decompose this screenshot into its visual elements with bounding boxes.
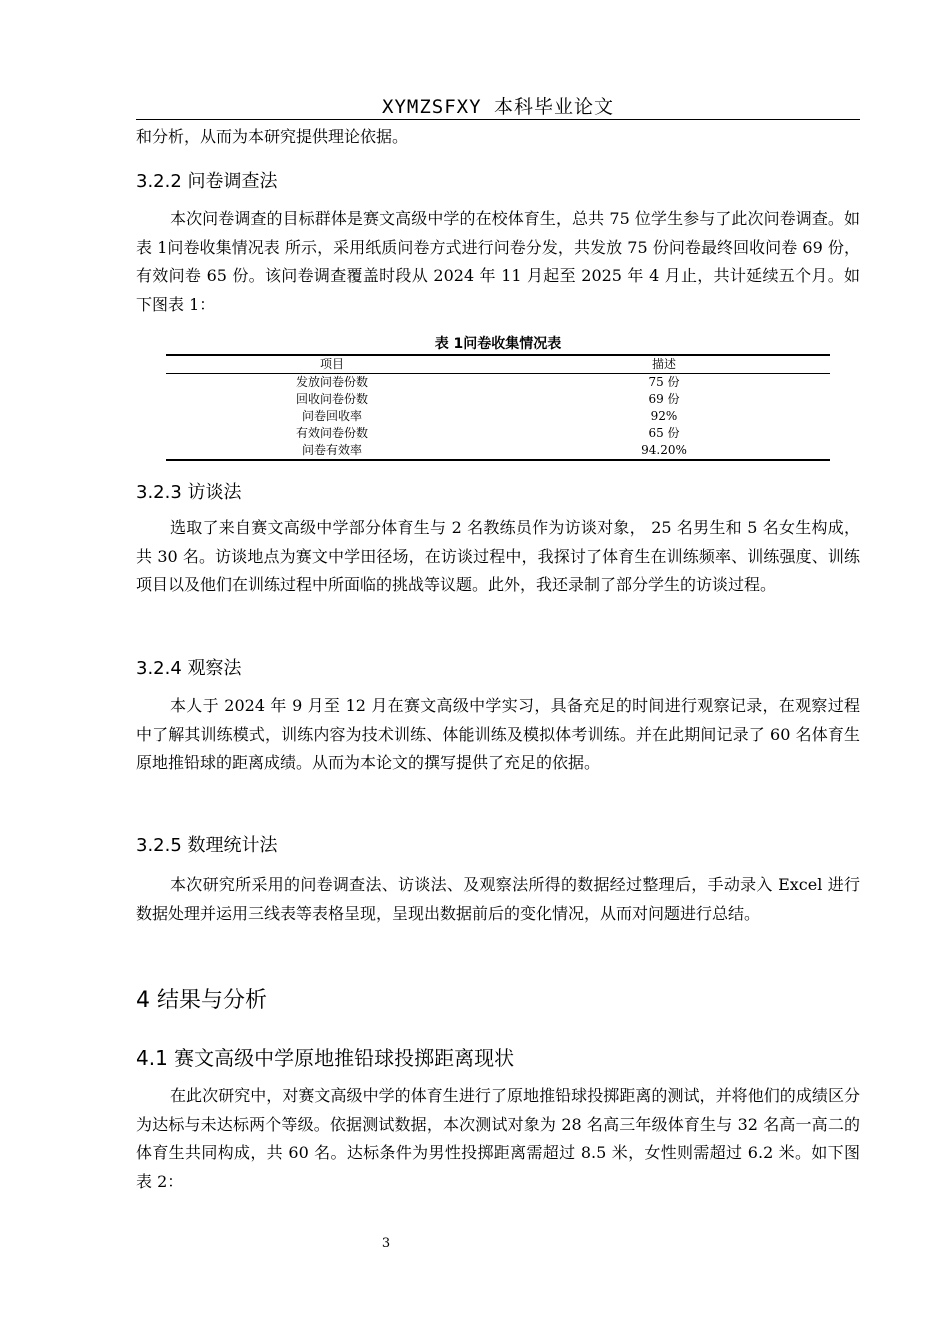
table-cell: 回收问卷份数 <box>295 392 368 406</box>
table-cell: 65 份 <box>648 426 680 440</box>
table-cell: 问卷回收率 <box>301 409 362 423</box>
heading-3-2-5: 3.2.5 数理统计法 <box>136 835 278 856</box>
paragraph-3-2-2: 本次问卷调查的目标群体是赛文高级中学的在校体育生，总共 75 位学生参与了此次问卷调查。如表 1问卷收集情况表 所示，采用纸质问卷方式进行问卷分发，共发放 75 份问卷最终回收问卷 69 份，有效问卷 65 份。该问卷调查覆盖时段从 2024 年 11 月起至 2025 年 4 月止，共计延续五个月。如下图表 1： <box>136 209 860 314</box>
table-cell: 发放问卷份数 <box>295 375 368 389</box>
intro-fragment: 和分析，从而为本研究提供理论依据。 <box>136 127 409 146</box>
heading-3-2-4: 3.2.4 观察法 <box>136 658 242 679</box>
heading-3-2-3: 3.2.3 访谈法 <box>136 482 242 503</box>
column-header: 项目 <box>166 355 498 374</box>
paragraph-3-2-4: 本人于 2024 年 9 月至 12 月在赛文高级中学实习，具备充足的时间进行观察记录，在观察过程中了解其训练模式，训练内容为技术训练、体能训练及模拟体考训练。并在此期间记录了 60 名体育生原地推铅球的距离成绩。从而为本论文的撰写提供了充足的依据。 <box>136 696 860 772</box>
table-row <box>166 374 830 392</box>
table-caption: 表 1问卷收集情况表 <box>434 336 562 352</box>
heading-4-1: 4.1 赛文高级中学原地推铅球投掷距离现状 <box>136 1046 515 1070</box>
paragraph-3-2-5: 本次研究所采用的问卷调查法、访谈法、及观察法所得的数据经过整理后，手动录入 Excel 进行数据处理并运用三线表等表格呈现，呈现出数据前后的变化情况，从而对问题进行总结。 <box>136 875 860 923</box>
table-cell: 94.20% <box>641 443 687 457</box>
table-cell: 75 份 <box>648 375 680 389</box>
table-header-row <box>166 355 830 374</box>
heading-4: 4 结果与分析 <box>136 988 267 1013</box>
table-cell: 92% <box>650 409 678 423</box>
table-row <box>166 391 830 408</box>
page-number: 3 <box>381 1236 391 1251</box>
column-header: 描述 <box>498 355 830 374</box>
page-header: XYMZSFXY 本科毕业论文 <box>382 96 614 118</box>
table-row <box>166 408 830 425</box>
table-row <box>166 425 830 442</box>
paragraph-4-1: 在此次研究中，对赛文高级中学的体育生进行了原地推铅球投掷距离的测试，并将他们的成绩区分为达标与未达标两个等级。依据测试数据，本次测试对象为 28 名高三年级体育生与 32 名高一高二的体育生共同构成，共 60 名。达标条件为男性投掷距离需超过 8.5 米，女性则需超过 6.2 米。如下图表 2： <box>136 1086 860 1191</box>
table-cell: 有效问卷份数 <box>295 426 368 440</box>
paragraph-3-2-3: 选取了来自赛文高级中学部分体育生与 2 名教练员作为访谈对象， 25 名男生和 5 名女生构成，共 30 名。访谈地点为赛文中学田径场，在访谈过程中，我探讨了体育生在训练频率、训练强度、训练项目以及他们在训练过程中所面临的挑战等议题。此外，我还录制了部分学生的访谈过程。 <box>136 518 860 594</box>
table-cell: 69 份 <box>648 392 680 406</box>
questionnaire-table <box>166 354 830 461</box>
heading-3-2-2: 3.2.2 问卷调查法 <box>136 171 278 192</box>
header-rule <box>136 119 860 120</box>
table-row <box>166 442 830 460</box>
table-cell: 问卷有效率 <box>301 443 362 457</box>
